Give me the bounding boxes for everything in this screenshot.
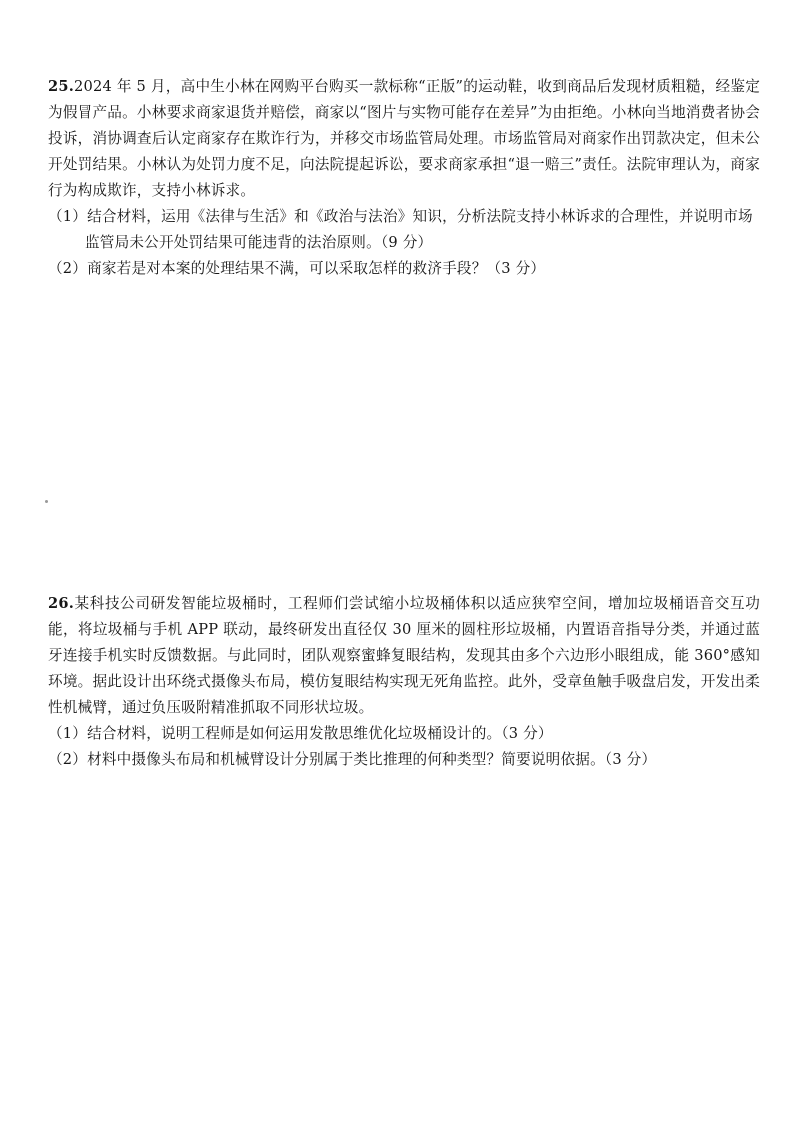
- sub-question-1: （1）结合材料，说明工程师是如何运用发散思维优化垃圾桶设计的。（3 分）: [48, 725, 553, 742]
- question-text: 某科技公司研发智能垃圾桶时，工程师们尝试缩小垃圾桶体积以适应狭窄空间，增加垃圾桶语音交互功能，将垃圾桶与手机 APP 联动，最终研发出直径仅 30 厘米的圆柱形垃圾桶，内置语音指导分类，并通过蓝牙连接手机实时反馈数据。与此同时，团队观察蜜蜂复眼结构，发现其由多个六边形小眼组成，能 360°感知环境。据此设计出环绕式摄像头布局，模仿复眼结构实现无死角监控。此外，受章鱼触手吸盘启发，开发出柔性机械臂，通过负压吸附精准抓取不同形状垃圾。: [48, 595, 760, 716]
- question-number: 26.: [48, 595, 74, 612]
- question-26: [48, 591, 760, 773]
- question-stem: [48, 74, 760, 204]
- sub-question-1: （1）结合材料，运用《法律与生活》和《政治与法治》知识，分析法院支持小林诉求的合理性，并说明市场监管局未公开处罚结果可能违背的法治原则。（9 分）: [48, 208, 753, 251]
- sub-question-2: （2）商家若是对本案的处理结果不满，可以采取怎样的救济手段？（3 分）: [48, 260, 546, 277]
- sub-question-2: （2）材料中摄像头布局和机械臂设计分别属于类比推理的何种类型？简要说明依据。（3 分）: [48, 751, 657, 768]
- scan-speck: [45, 500, 48, 503]
- question-number: 25.: [48, 78, 74, 95]
- question-stem: [48, 591, 760, 721]
- question-25: [48, 74, 760, 282]
- question-text: 2024 年 5 月，高中生小林在网购平台购买一款标称“正版”的运动鞋，收到商品后发现材质粗糙，经鉴定为假冒产品。小林要求商家退货并赔偿，商家以“图片与实物可能存在差异”为由拒绝。小林向当地消费者协会投诉，消协调查后认定商家存在欺诈行为，并移交市场监管局处理。市场监管局对商家作出罚款决定，但未公开处罚结果。小林认为处罚力度不足，向法院提起诉讼，要求商家承担“退一赔三”责任。法院审理认为，商家行为构成欺诈，支持小林诉求。: [48, 78, 760, 199]
